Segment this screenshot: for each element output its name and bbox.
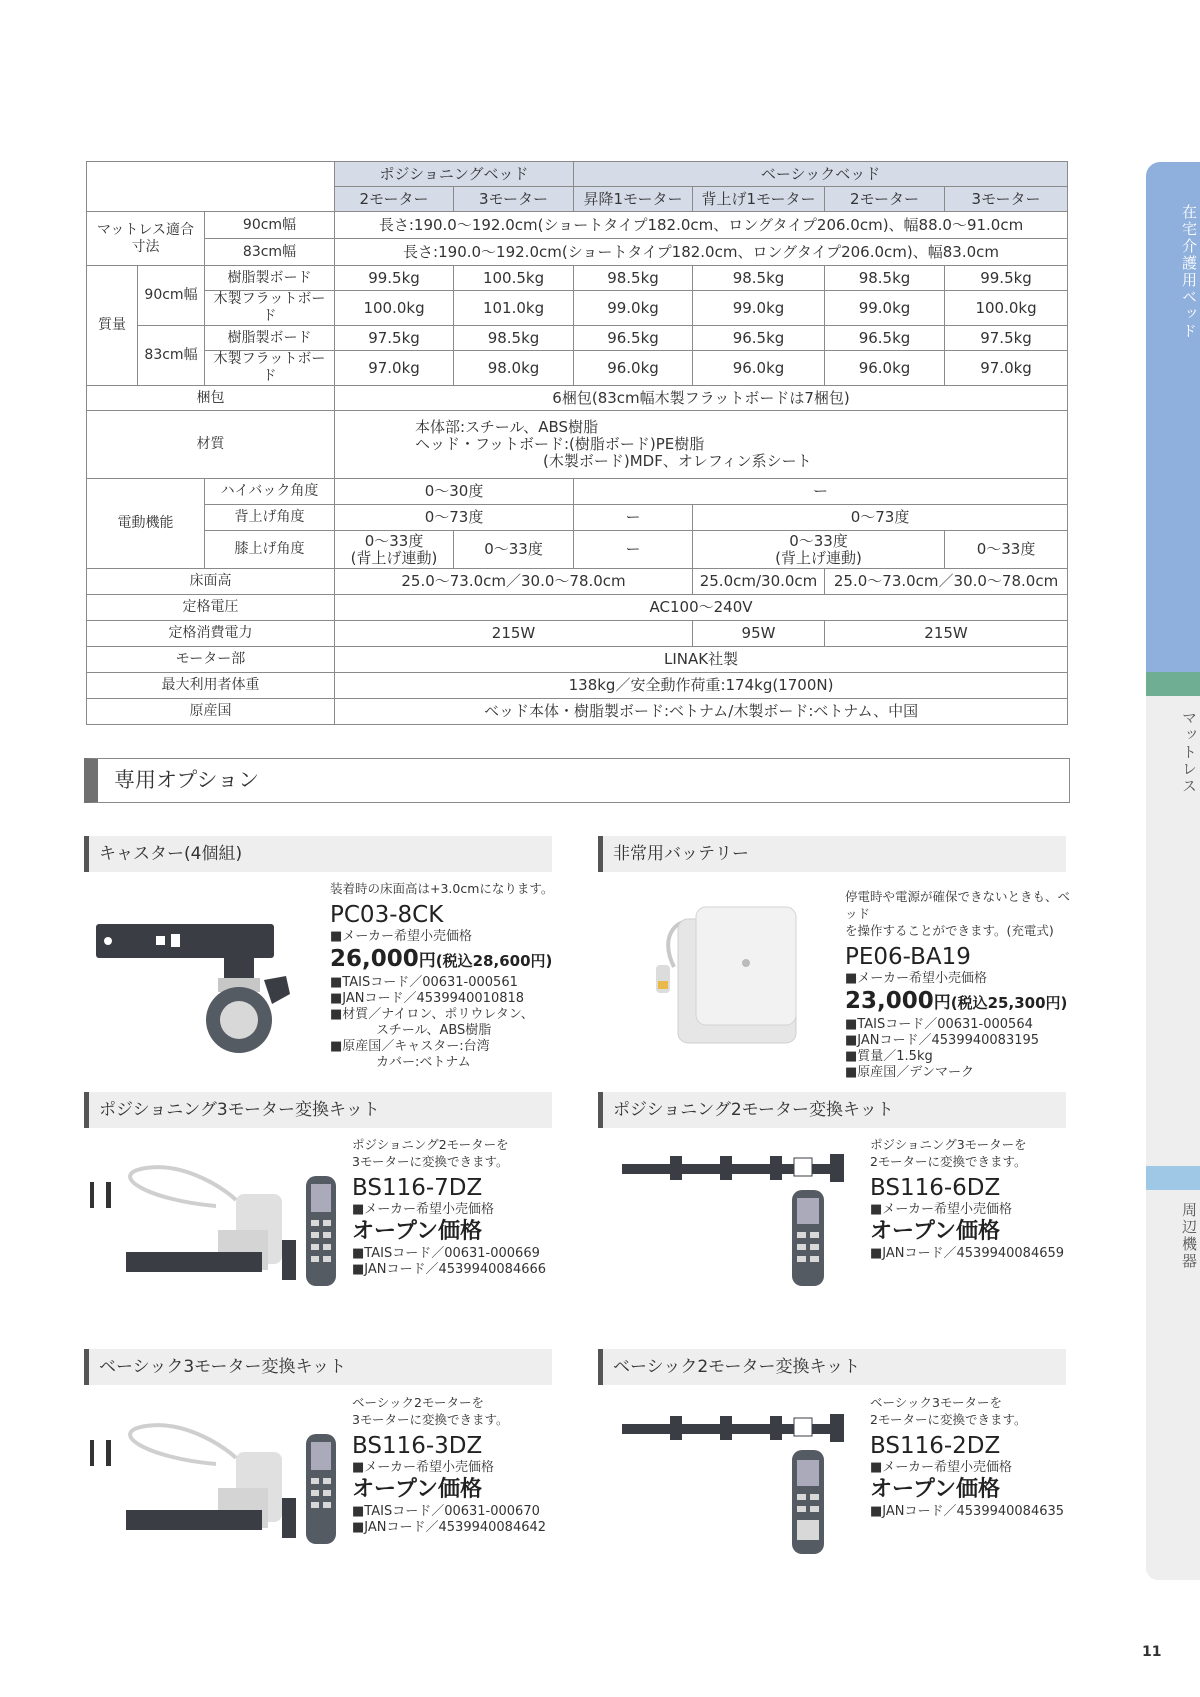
pos2-desc: ポジショニング3モーターを [870, 1137, 1027, 1152]
mass-cell: 98.0kg [454, 351, 574, 386]
mass-cell: 96.0kg [825, 351, 945, 386]
knee-pos2 [335, 531, 454, 569]
battery-desc: 停電時や電源が確保できないときも、ベッド [845, 889, 1071, 921]
origin: ■原産国／キャスター:台湾 [330, 1039, 490, 1054]
price-label: ■メーカー希望小売価格 [352, 1460, 495, 1475]
highback-basic: ー [574, 479, 1068, 505]
price-value: 23,000 [845, 988, 934, 1014]
jan-code: ■JANコード／4539940084666 [352, 1262, 547, 1277]
tab-mattress[interactable]: マットレス [1146, 696, 1200, 1166]
header-basic: ベーシックベッド [574, 162, 1068, 187]
jan-code: ■JANコード／4539940084659 [870, 1246, 1065, 1261]
resin-board-label: 樹脂製ボード [205, 326, 335, 351]
battery-price [845, 987, 1075, 1017]
price-tax: (税込25,300円) [950, 994, 1068, 1012]
caster-info [330, 880, 580, 1071]
pack-value: 6梱包(83cm幅木製フラットボードは7梱包) [335, 386, 1068, 411]
tais-code: ■TAISコード／00631-000670 [352, 1504, 540, 1519]
subheader: 2モーター [825, 187, 945, 212]
tais-code: ■TAISコード／00631-000564 [845, 1017, 1033, 1032]
material: ■材質／ナイロン、ポリウレタン、 [330, 1007, 534, 1022]
basic3-title: ベーシック3モーター変換キット [84, 1349, 552, 1385]
mass-cell: 99.5kg [335, 266, 454, 291]
mass-cell: 97.0kg [945, 351, 1068, 386]
power-value-c: 215W [825, 621, 1068, 647]
knee-note: (背上げ連動) [775, 548, 862, 567]
knee-note: (背上げ連動) [350, 548, 438, 567]
tab-home-care-bed[interactable]: 在宅介護用ベッド [1146, 162, 1200, 672]
basic3-desc-cont: 3モーターに変換できます。 [352, 1412, 509, 1427]
origin: ■原産国／デンマーク [845, 1065, 975, 1080]
basic2-title: ベーシック2モーター変換キット [598, 1349, 1066, 1385]
pos3-price: オープン価格 [352, 1219, 483, 1244]
tab-divider [1146, 1166, 1200, 1190]
basic2-image [620, 1410, 860, 1560]
mass-cell: 99.0kg [825, 291, 945, 326]
knee-lift1: ー [574, 531, 693, 569]
motor-value: LINAK社製 [335, 647, 1068, 673]
mass-label: 質量 [87, 266, 138, 386]
price-label: ■メーカー希望小売価格 [870, 1460, 1013, 1475]
floor-value-c: 25.0～73.0cm／30.0～78.0cm [825, 569, 1068, 595]
mass-cell: 99.5kg [945, 266, 1068, 291]
basic2-desc: ベーシック3モーターを [870, 1395, 1002, 1410]
back-label: 背上げ角度 [205, 505, 335, 531]
mass-cell: 101.0kg [454, 291, 574, 326]
material-line: ヘッド・フットボード:(樹脂ボード)PE樹脂 [415, 435, 705, 453]
page-number: 11 [1142, 1644, 1162, 1660]
voltage-label: 定格電圧 [87, 595, 335, 621]
jan-code: ■JANコード／4539940084642 [352, 1520, 547, 1535]
width-90-label: 90cm幅 [205, 212, 335, 239]
caster-desc: 装着時の床面高は+3.0cmになります。 [330, 881, 554, 896]
subheader: 昇降1モーター [574, 187, 693, 212]
price-label: ■メーカー希望小売価格 [352, 1202, 495, 1217]
price-label: ■メーカー希望小売価格 [330, 929, 473, 944]
wood-board-label: 木製フラットボード [205, 351, 335, 386]
motor-label: モーター部 [87, 647, 335, 673]
pos3-model: BS116-7DZ [352, 1175, 483, 1201]
basic3-price: オープン価格 [352, 1477, 483, 1502]
mass-cell: 97.0kg [335, 351, 454, 386]
jan-code: ■JANコード／4539940010818 [330, 991, 525, 1006]
pos3-desc-cont: 3モーターに変換できます。 [352, 1154, 509, 1169]
battery-desc-cont: を操作することができます。(充電式) [845, 923, 1054, 938]
mass-cell: 98.5kg [454, 326, 574, 351]
material-label: 材質 [87, 411, 335, 479]
knee-value: 0～33度 [364, 531, 424, 550]
caster-price [330, 945, 580, 975]
mass-cell: 96.0kg [574, 351, 693, 386]
pos3-desc: ポジショニング2モーターを [352, 1137, 509, 1152]
tab-peripheral[interactable]: 周辺機器 [1146, 1190, 1200, 1580]
pos3-image [86, 1160, 356, 1290]
yen-unit: 円 [933, 993, 951, 1013]
basic3-info [352, 1394, 572, 1536]
mass-cell: 96.5kg [693, 326, 825, 351]
mass-cell: 96.0kg [693, 351, 825, 386]
basic3-desc: ベーシック2モーターを [352, 1395, 484, 1410]
subheader: 背上げ1モーター [693, 187, 825, 212]
mass-cell: 98.5kg [574, 266, 693, 291]
battery-image [638, 895, 798, 1055]
caster-model: PC03-8CK [330, 902, 444, 928]
power-value-b: 95W [693, 621, 825, 647]
material-line: 本体部:スチール、ABS樹脂 [415, 418, 599, 436]
caster-title: キャスター(4個組) [84, 836, 552, 872]
back-lift1: ー [574, 505, 693, 531]
basic2-model: BS116-2DZ [870, 1433, 1001, 1459]
pos2-title: ポジショニング2モーター変換キット [598, 1092, 1066, 1128]
subheader: 3モーター [945, 187, 1068, 212]
knee-label: 膝上げ角度 [205, 531, 335, 569]
options-heading: 専用オプション [84, 758, 1070, 803]
pos2-info [870, 1136, 1080, 1262]
battery-model: PE06-BA19 [845, 944, 971, 970]
basic2-info [870, 1394, 1080, 1520]
jan-code: ■JANコード／4539940084635 [870, 1504, 1065, 1519]
subheader: 3モーター [454, 187, 574, 212]
motor-func-label: 電動機能 [87, 479, 205, 569]
origin-value: ベッド本体・樹脂製ボード:ベトナム/木製ボード:ベトナム、中国 [335, 699, 1068, 725]
battery-info [845, 888, 1075, 1081]
highback-label: ハイバック角度 [205, 479, 335, 505]
pos3-title: ポジショニング3モーター変換キット [84, 1092, 552, 1128]
mattress-83-value: 長さ:190.0～192.0cm(ショートタイプ182.0cm、ロングタイプ206.0cm)、幅83.0cm [335, 239, 1068, 266]
price-label: ■メーカー希望小売価格 [870, 1202, 1013, 1217]
mass-cell: 100.0kg [335, 291, 454, 326]
basic3-model: BS116-3DZ [352, 1433, 483, 1459]
jan-code: ■JANコード／4539940083195 [845, 1033, 1040, 1048]
floor-label: 床面高 [87, 569, 335, 595]
mass-cell: 99.0kg [574, 291, 693, 326]
mass-cell: 97.5kg [335, 326, 454, 351]
floor-value-a: 25.0～73.0cm／30.0～78.0cm [335, 569, 693, 595]
material-cont: スチール、ABS樹脂 [376, 1023, 492, 1038]
material-value [335, 411, 1068, 479]
tais-code: ■TAISコード／00631-000561 [330, 975, 518, 990]
pos2-model: BS116-6DZ [870, 1175, 1001, 1201]
knee-pos3: 0～33度 [454, 531, 574, 569]
origin-label: 原産国 [87, 699, 335, 725]
price-label: ■メーカー希望小売価格 [845, 971, 988, 986]
wood-board-label: 木製フラットボード [205, 291, 335, 326]
power-value-a: 215W [335, 621, 693, 647]
mass-cell: 100.0kg [945, 291, 1068, 326]
basic2-desc-cont: 2モーターに変換できます。 [870, 1412, 1027, 1427]
mass-cell: 100.5kg [454, 266, 574, 291]
material-line: (木製ボード)MDF、オレフィン系シート [543, 452, 812, 470]
basic2-price: オープン価格 [870, 1477, 1001, 1502]
tais-code: ■TAISコード／00631-000669 [352, 1246, 540, 1261]
basic3-image [86, 1418, 356, 1548]
mass-83-label: 83cm幅 [138, 326, 205, 386]
back-pos: 0～73度 [335, 505, 574, 531]
pos2-desc-cont: 2モーターに変換できます。 [870, 1154, 1027, 1169]
mass-cell: 98.5kg [693, 266, 825, 291]
mass-cell: 99.0kg [693, 291, 825, 326]
back-basic: 0～73度 [693, 505, 1068, 531]
yen-unit: 円 [418, 951, 436, 971]
subheader: 2モーター [335, 187, 454, 212]
mass-cell: 96.5kg [825, 326, 945, 351]
pos2-image [620, 1150, 860, 1290]
knee-value: 0～33度 [789, 531, 848, 550]
pos2-price: オープン価格 [870, 1219, 1001, 1244]
floor-value-b: 25.0cm/30.0cm [693, 569, 825, 595]
caster-image [94, 920, 299, 1055]
knee-basic2 [693, 531, 945, 569]
origin-cont: カバー:ベトナム [376, 1055, 471, 1070]
mass-cell: 96.5kg [574, 326, 693, 351]
mattress-90-value: 長さ:190.0～192.0cm(ショートタイプ182.0cm、ロングタイプ206.0cm)、幅88.0～91.0cm [335, 212, 1068, 239]
power-label: 定格消費電力 [87, 621, 335, 647]
tab-divider [1146, 672, 1200, 696]
mass-cell: 97.5kg [945, 326, 1068, 351]
width-83-label: 83cm幅 [205, 239, 335, 266]
price-value: 26,000 [330, 946, 419, 972]
weight-label: 最大利用者体重 [87, 673, 335, 699]
resin-board-label: 樹脂製ボード [205, 266, 335, 291]
voltage-value: AC100～240V [335, 595, 1068, 621]
price-tax: (税込28,600円) [435, 952, 553, 970]
mattress-size-label: マットレス適合寸法 [87, 212, 205, 266]
pack-label: 梱包 [87, 386, 335, 411]
mass-90-label: 90cm幅 [138, 266, 205, 326]
table-corner [87, 162, 335, 212]
pos3-info [352, 1136, 572, 1278]
weight-value: 138kg／安全動作荷重:174kg(1700N) [335, 673, 1068, 699]
mass-cell: 98.5kg [825, 266, 945, 291]
highback-pos: 0～30度 [335, 479, 574, 505]
weight: ■質量／1.5kg [845, 1049, 933, 1064]
spec-table [86, 161, 1068, 725]
knee-basic3: 0～33度 [945, 531, 1068, 569]
battery-title: 非常用バッテリー [598, 836, 1066, 872]
header-positioning: ポジショニングベッド [335, 162, 574, 187]
